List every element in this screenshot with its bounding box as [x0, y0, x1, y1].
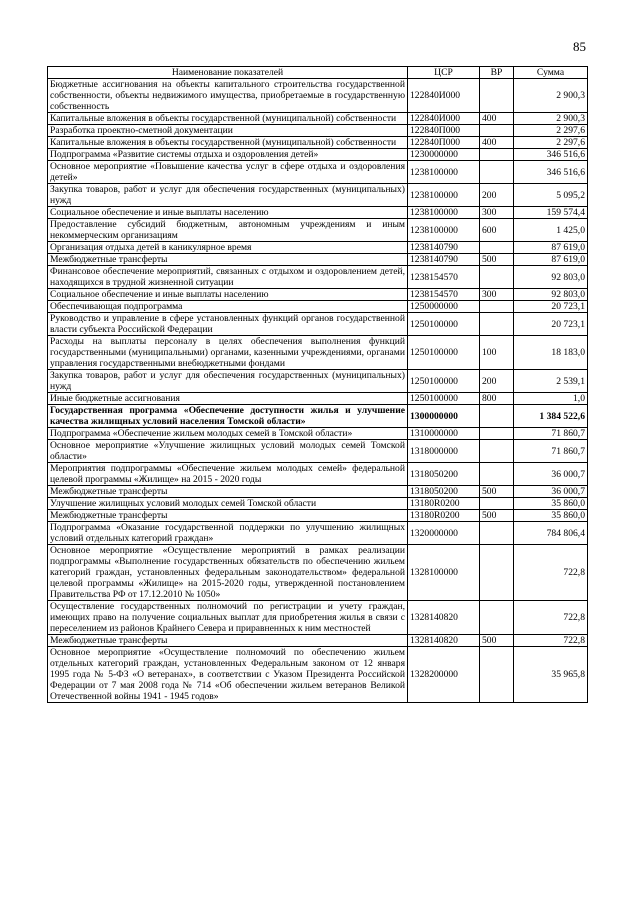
cell-sum: 1 384 522,6 — [514, 405, 588, 428]
cell-vr — [480, 647, 514, 703]
cell-vr — [480, 522, 514, 545]
cell-vr — [480, 463, 514, 486]
cell-code: 1230000000 — [408, 149, 480, 161]
cell-vr — [480, 601, 514, 635]
cell-name: Закупка товаров, работ и услуг для обеспечения государственных (муниципальных) нужд — [48, 370, 408, 393]
page-number: 85 — [573, 39, 586, 54]
cell-code: 122840И000 — [408, 113, 480, 125]
cell-name: Основное мероприятие «Повышение качества услуг в сфере отдыха и оздоровления детей» — [48, 161, 408, 184]
cell-sum: 2 297,6 — [514, 137, 588, 149]
cell-code: 1328140820 — [408, 601, 480, 635]
cell-sum: 346 516,6 — [514, 161, 588, 184]
cell-sum: 722,8 — [514, 635, 588, 647]
table-row — [48, 149, 588, 161]
header-vr: ВР — [480, 67, 514, 79]
cell-vr — [480, 266, 514, 289]
cell-sum: 35 860,0 — [514, 498, 588, 510]
cell-name: Капитальные вложения в объекты государственной (муниципальной) собственности — [48, 113, 408, 125]
table-row — [48, 313, 588, 336]
table-row — [48, 370, 588, 393]
cell-name: Капитальные вложения в объекты государственной (муниципальной) собственности — [48, 137, 408, 149]
cell-vr — [480, 301, 514, 313]
cell-name: Подпрограмма «Оказание государственной поддержки по улучшению жилищных условий отдельных категорий граждан» — [48, 522, 408, 545]
cell-sum: 35 860,0 — [514, 510, 588, 522]
cell-code: 1238140790 — [408, 254, 480, 266]
table-row — [48, 440, 588, 463]
cell-vr: 500 — [480, 635, 514, 647]
table-row — [48, 601, 588, 635]
cell-vr — [480, 498, 514, 510]
table-row — [48, 301, 588, 313]
table-row — [48, 522, 588, 545]
table-row — [48, 405, 588, 428]
cell-name: Закупка товаров, работ и услуг для обеспечения государственных (муниципальных) нужд — [48, 184, 408, 207]
table-row — [48, 393, 588, 405]
cell-code: 1238154570 — [408, 266, 480, 289]
cell-name: Основное мероприятие «Осуществление мероприятий в рамках реализации подпрограммы «Выполнение государственных обязательств по обеспечению жильем категорий граждан, установленных федеральным законодательством» федеральной целевой программы «Жилище» на 2015-2020 годы, утвержденной постановлением Правительства РФ от 17.12.2010 № 1050» — [48, 545, 408, 601]
cell-name: Межбюджетные трансферты — [48, 510, 408, 522]
cell-name: Руководство и управление в сфере установленных функций органов государственной власти субъекта Российской Федерации — [48, 313, 408, 336]
table-row — [48, 545, 588, 601]
cell-sum: 20 723,1 — [514, 301, 588, 313]
cell-code: 13180R0200 — [408, 510, 480, 522]
cell-code: 13180R0200 — [408, 498, 480, 510]
budget-table — [47, 66, 588, 703]
cell-vr: 500 — [480, 510, 514, 522]
table-row — [48, 79, 588, 113]
cell-code: 1238154570 — [408, 289, 480, 301]
cell-vr: 800 — [480, 393, 514, 405]
cell-vr — [480, 79, 514, 113]
cell-vr — [480, 313, 514, 336]
cell-sum: 346 516,6 — [514, 149, 588, 161]
header-code: ЦСР — [408, 67, 480, 79]
cell-sum: 722,8 — [514, 601, 588, 635]
cell-vr — [480, 149, 514, 161]
cell-code: 122840И000 — [408, 79, 480, 113]
table-row — [48, 510, 588, 522]
cell-sum: 35 965,8 — [514, 647, 588, 703]
cell-code: 122840П000 — [408, 137, 480, 149]
cell-code: 1238140790 — [408, 242, 480, 254]
cell-sum: 36 000,7 — [514, 463, 588, 486]
table-row — [48, 463, 588, 486]
cell-name: Мероприятия подпрограммы «Обеспечение жильем молодых семей» федеральной целевой программы «Жилище» на 2015 - 2020 годы — [48, 463, 408, 486]
cell-sum: 5 095,2 — [514, 184, 588, 207]
cell-name: Обеспечивающая подпрограмма — [48, 301, 408, 313]
cell-sum: 159 574,4 — [514, 207, 588, 219]
table-row — [48, 498, 588, 510]
cell-vr: 500 — [480, 254, 514, 266]
cell-name: Предоставление субсидий бюджетным, автономным учреждениям и иным некоммерческим организациям — [48, 219, 408, 242]
cell-vr — [480, 545, 514, 601]
cell-sum: 20 723,1 — [514, 313, 588, 336]
cell-name: Подпрограмма «Обеспечение жильем молодых семей в Томской области» — [48, 428, 408, 440]
cell-name: Улучшение жилищных условий молодых семей Томской области — [48, 498, 408, 510]
cell-name: Разработка проектно-сметной документации — [48, 125, 408, 137]
table-row — [48, 635, 588, 647]
cell-name: Основное мероприятие «Осуществление полномочий по обеспечению жильем отдельных категорий граждан, установленных Федеральным законом от 12 января 1995 года № 5-ФЗ «О ветеранах», в соответствии с Указом Президента Российской Федерации от 7 мая 2008 года № 714 «Об обеспечении жильем ветеранов Великой Отечественной войны 1941 - 1945 годов» — [48, 647, 408, 703]
cell-vr: 500 — [480, 486, 514, 498]
cell-name: Государственная программа «Обеспечение доступности жилья и улучшение качества жилищных условий населения Томской области» — [48, 405, 408, 428]
cell-code: 1250100000 — [408, 393, 480, 405]
cell-code: 1328140820 — [408, 635, 480, 647]
cell-code: 1238100000 — [408, 219, 480, 242]
cell-code: 1250000000 — [408, 301, 480, 313]
cell-code: 1238100000 — [408, 161, 480, 184]
cell-vr: 400 — [480, 137, 514, 149]
header-name: Наименование показателей — [48, 67, 408, 79]
cell-code: 1320000000 — [408, 522, 480, 545]
table-row — [48, 266, 588, 289]
header-sum: Сумма — [514, 67, 588, 79]
table-row — [48, 125, 588, 137]
table-row — [48, 219, 588, 242]
cell-sum: 2 900,3 — [514, 79, 588, 113]
cell-name: Социальное обеспечение и иные выплаты населению — [48, 289, 408, 301]
cell-sum: 71 860,7 — [514, 428, 588, 440]
cell-name: Подпрограмма «Развитие системы отдыха и оздоровления детей» — [48, 149, 408, 161]
table-row — [48, 428, 588, 440]
cell-sum: 2 900,3 — [514, 113, 588, 125]
cell-sum: 92 803,0 — [514, 289, 588, 301]
cell-name: Расходы на выплаты персоналу в целях обеспечения выполнения функций государственными (муниципальными) органами, казенными учреждениями, органами управления государственными внебюджетными фондами — [48, 336, 408, 370]
cell-vr: 200 — [480, 370, 514, 393]
table-header-row — [48, 67, 588, 79]
table-row — [48, 184, 588, 207]
table-row — [48, 113, 588, 125]
cell-code: 1250100000 — [408, 313, 480, 336]
cell-vr: 300 — [480, 207, 514, 219]
cell-name: Межбюджетные трансферты — [48, 486, 408, 498]
cell-name: Бюджетные ассигнования на объекты капитального строительства государственной собственности, объекты недвижимого имущества, приобретаемые в государственную собственность — [48, 79, 408, 113]
cell-name: Осуществление государственных полномочий по регистрации и учету граждан, имеющих право на получение социальных выплат для приобретения жилья в связи с переселением из районов Крайнего Севера и приравненных к ним местностей — [48, 601, 408, 635]
cell-sum: 1,0 — [514, 393, 588, 405]
cell-name: Социальное обеспечение и иные выплаты населению — [48, 207, 408, 219]
cell-sum: 18 183,0 — [514, 336, 588, 370]
cell-name: Иные бюджетные ассигнования — [48, 393, 408, 405]
cell-vr: 600 — [480, 219, 514, 242]
cell-sum: 87 619,0 — [514, 242, 588, 254]
cell-sum: 722,8 — [514, 545, 588, 601]
cell-code: 1318050200 — [408, 486, 480, 498]
cell-vr: 100 — [480, 336, 514, 370]
cell-code: 1328100000 — [408, 545, 480, 601]
cell-vr — [480, 440, 514, 463]
table-row — [48, 647, 588, 703]
cell-name: Организация отдыха детей в каникулярное время — [48, 242, 408, 254]
table-row — [48, 254, 588, 266]
cell-name: Межбюджетные трансферты — [48, 635, 408, 647]
table-row — [48, 207, 588, 219]
cell-code: 1250100000 — [408, 370, 480, 393]
cell-code: 1328200000 — [408, 647, 480, 703]
cell-vr: 300 — [480, 289, 514, 301]
cell-code: 1238100000 — [408, 184, 480, 207]
table-row — [48, 289, 588, 301]
cell-sum: 92 803,0 — [514, 266, 588, 289]
cell-sum: 784 806,4 — [514, 522, 588, 545]
cell-vr: 400 — [480, 113, 514, 125]
cell-code: 1318000000 — [408, 440, 480, 463]
table-row — [48, 137, 588, 149]
cell-vr: 200 — [480, 184, 514, 207]
table-row — [48, 486, 588, 498]
cell-vr — [480, 161, 514, 184]
cell-code: 122840П000 — [408, 125, 480, 137]
cell-sum: 87 619,0 — [514, 254, 588, 266]
cell-vr — [480, 242, 514, 254]
cell-sum: 71 860,7 — [514, 440, 588, 463]
cell-code: 1318050200 — [408, 463, 480, 486]
cell-sum: 2 297,6 — [514, 125, 588, 137]
cell-vr — [480, 428, 514, 440]
cell-sum: 36 000,7 — [514, 486, 588, 498]
table-row — [48, 161, 588, 184]
cell-code: 1238100000 — [408, 207, 480, 219]
cell-name: Межбюджетные трансферты — [48, 254, 408, 266]
cell-name: Основное мероприятие «Улучшение жилищных условий молодых семей Томской области» — [48, 440, 408, 463]
cell-sum: 1 425,0 — [514, 219, 588, 242]
cell-code: 1250100000 — [408, 336, 480, 370]
cell-sum: 2 539,1 — [514, 370, 588, 393]
cell-vr — [480, 405, 514, 428]
table-row — [48, 336, 588, 370]
cell-vr — [480, 125, 514, 137]
cell-name: Финансовое обеспечение мероприятий, связанных с отдыхом и оздоровлением детей, находящихся в трудной жизненной ситуации — [48, 266, 408, 289]
cell-code: 1300000000 — [408, 405, 480, 428]
table-row — [48, 242, 588, 254]
cell-code: 1310000000 — [408, 428, 480, 440]
